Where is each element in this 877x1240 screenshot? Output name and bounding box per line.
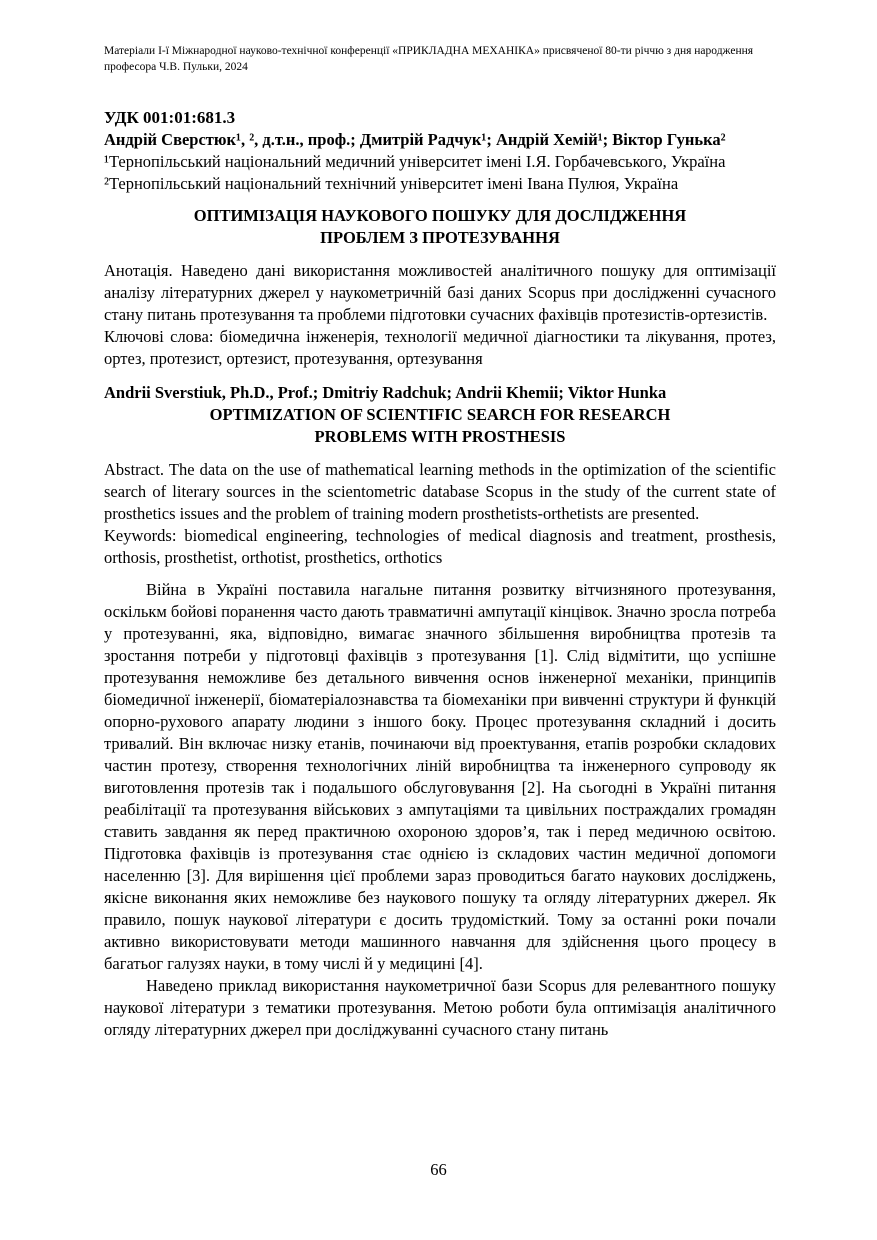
abstract-en-block xyxy=(104,459,776,569)
page-number: 66 xyxy=(430,1160,447,1179)
abstract-en: Abstract. The data on the use of mathematical learning methods in the optimization of the scientific search of literary sources in the scientometric database Scopus in the study of the current state of prosthetics issues and the problem of training modern prosthetists-orthetists are presented. xyxy=(104,460,776,524)
authors-ua: Андрій Сверстюк¹, ², д.т.н., проф.; Дмитрій Радчук¹; Андрій Хемій¹; Віктор Гунька² xyxy=(104,130,726,150)
authors-en: Andrii Sverstiuk, Ph.D., Prof.; Dmitriy Radchuk; Andrii Khemii; Viktor Hunka xyxy=(104,383,667,403)
affiliation-1: ¹Тернопільський національний медичний університет імені І.Я. Горбачевського, Україна xyxy=(104,152,726,172)
title-ua-line-2: ПРОБЛЕМ З ПРОТЕЗУВАННЯ xyxy=(320,228,560,248)
body-paragraph-1: Війна в Україні поставила нагальне питання розвитку вітчизняного протезування, оскількм бойові поранення часто дають травматичні ампутації кінцівок. Значно зросла потреба у протезуванні, яка, відповідно, вимагає значного збільшення виробництва протезів та зростання потреби у підготовці фахівців з протезування [1]. Слід відмітити, що успішне протезування неможливе без детального вивчення основ інженерної механіки, принципів біомедичної інженерії, біоматеріалознавства та біомеханіки при вивченні структури й функцій опорно-рухового апарату людини з іншого боку. Процес протезування складний і досить тривалий. Він включає низку етанів, починаючи від проектування, етапів розробки складових частин протезу, створення технологічних ліній виробництва та інженерного супроводу як виготовлення протезів так і подальшого обслуговування [2]. На сьогодні в Україні питання реабілітації та протезування військових з ампутаціями та цивільних постраждалих громадян ставить завдання як перед практичною охороною здоров’я, так і перед медичною освітою. Підготовка фахівців із протезування стає однією із складових частин медичної допомоги населенню [3]. Для вирішення цієї проблеми зараз проводиться багато наукових досліджень, якісне виконання яких неможливе без наукового пошуку та огляду літературних джерел. Як правило, пошук наукової літератури є досить трудомісткий. Тому за останні роки почали активно використовувати методи машинного навчання для здійснення цього процесу в багатьог галузях науки, в тому числі й у медицині [4]. xyxy=(104,580,776,974)
title-en-line-2: PROBLEMS WITH PROSTHESIS xyxy=(314,427,566,447)
udc-code: УДК 001:01:681.3 xyxy=(104,108,236,128)
article-content xyxy=(104,107,776,1041)
abstract-ua-block xyxy=(104,260,776,370)
keywords-en: Keywords: biomedical engineering, technologies of medical diagnosis and treatment, prosthesis, orthosis, prosthetist, orthotist, prosthetics, orthotics xyxy=(104,526,776,568)
running-header: Матеріали І-ї Міжнародної науково-технічної конференції «ПРИКЛАДНА МЕХАНІКА» присвяченої 80-ти річчю з дня народження професора Ч.В. Пульки, 2024 xyxy=(104,45,754,73)
keywords-ua: Ключові слова: біомедична інженерія, технології медичної діагностики та лікування, протез, ортез, протезист, ортезист, протезування, ортезування xyxy=(104,327,776,369)
title-ua xyxy=(104,205,776,249)
title-en-line-1: OPTIMIZATION OF SCIENTIFIC SEARCH FOR RESEARCH xyxy=(209,405,671,425)
affiliation-2: ²Тернопільський національний технічний університет імені Івана Пулюя, Україна xyxy=(104,174,679,194)
title-ua-line-1: ОПТИМІЗАЦІЯ НАУКОВОГО ПОШУКУ ДЛЯ ДОСЛІДЖЕННЯ xyxy=(193,206,687,226)
title-en xyxy=(104,404,776,448)
article-body xyxy=(104,579,776,1041)
abstract-ua: Анотація. Наведено дані використання можливостей аналітичного пошуку для оптимізації аналізу літературних джерел у наукометричній базі даних Scopus при дослідженні сучасного стану питань протезування та проблеми підготовки сучасних фахівців протезистів-ортезистів. xyxy=(104,261,776,325)
body-paragraph-2: Наведено приклад використання наукометричної бази Scopus для релевантного пошуку наукової літератури з тематики протезування. Метою роботи була оптимізація аналітичного огляду літературних джерел при досліджуванні сучасного стану питань xyxy=(104,976,776,1040)
